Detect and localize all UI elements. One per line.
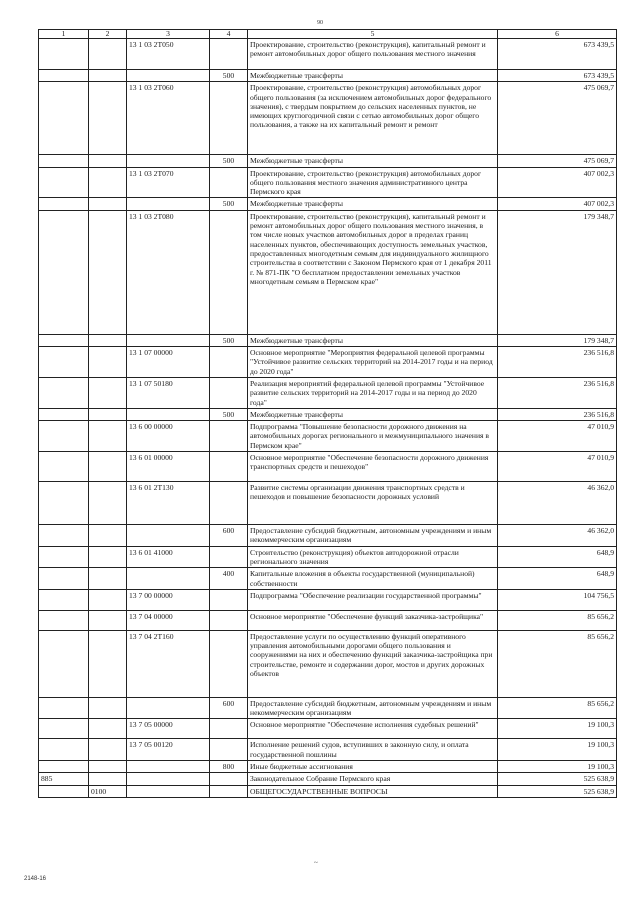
description-cell: Законодательное Собрание Пермского края [248,773,498,785]
subsection-code-cell [89,408,127,420]
subsection-code-cell [89,525,127,547]
header-col-5: 5 [248,30,498,39]
expense-type-cell [210,739,248,761]
table-row [39,70,617,82]
section-code-cell [39,377,89,408]
expense-type-cell: 800 [210,761,248,773]
amount-cell: 525 638,9 [498,785,617,797]
target-article-cell: 13 7 04 00000 [127,610,210,630]
section-code-cell [39,39,89,70]
description-cell: Проектирование, строительство (реконструкция), капитальный ремонт и ремонт автомобильных дорог общего пользования местного значения, в том числе новых участков автомобильных дорог в пределах границ населенных пунктов, обеспечивающих доступность земельных участков, предоставленных многодетным семьям для индивидуального жилищного строительства в соответствии с Законом Пермского края от 1 декабря 2011 г. № 871-ПК "О бесплатном предоставлении земельных участков многодетным семьям в Пермском крае" [248,210,498,334]
section-code-cell [39,82,89,155]
description-cell: ОБЩЕГОСУДАРСТВЕННЫЕ ВОПРОСЫ [248,785,498,797]
amount-cell: 236 516,8 [498,408,617,420]
expense-type-cell [210,630,248,697]
description-cell: Подпрограмма "Повышение безопасности дорожного движения на автомобильных дорогах регионального и межмуниципального значения в Пермском крае" [248,421,498,452]
table-row [39,39,617,70]
expense-type-cell [210,719,248,739]
target-article-cell [127,697,210,719]
subsection-code-cell [89,761,127,773]
section-code-cell [39,739,89,761]
section-code-cell [39,482,89,525]
description-cell: Межбюджетные трансферты [248,70,498,82]
description-cell: Строительство (реконструкция) объектов автодорожной отрасли регионального значения [248,546,498,568]
expense-type-cell: 600 [210,525,248,547]
description-cell: Предоставление услуги по осуществлению функций оперативного управления автомобильными дорогами общего пользования и сооружениями на них и обеспечению функций заказчика-застройщика при строительстве, ремонте и содержании дорог, мостов и других дорожных объектов [248,630,498,697]
table-row [39,568,617,590]
expense-type-cell [210,546,248,568]
expense-type-cell [210,785,248,797]
subsection-code-cell [89,82,127,155]
table-header-row [39,30,617,39]
target-article-cell: 13 1 07 50180 [127,377,210,408]
amount-cell: 47 010,9 [498,421,617,452]
expense-type-cell: 400 [210,568,248,590]
section-code-cell [39,525,89,547]
target-article-cell: 13 6 01 41000 [127,546,210,568]
target-article-cell [127,761,210,773]
table-row [39,421,617,452]
table-row [39,482,617,525]
section-code-cell [39,210,89,334]
section-code-cell [39,421,89,452]
description-cell: Развитие системы организации движения транспортных средств и пешеходов и повышение безопасности дорожных условий [248,482,498,525]
amount-cell: 648,9 [498,546,617,568]
target-article-cell: 13 7 04 2Т160 [127,630,210,697]
table-row [39,739,617,761]
subsection-code-cell [89,568,127,590]
description-cell: Основное мероприятие "Обеспечение исполнения судебных решений" [248,719,498,739]
subsection-code-cell [89,167,127,198]
target-article-cell: 13 1 03 2Т060 [127,82,210,155]
subsection-code-cell [89,155,127,167]
amount-cell: 46 362,0 [498,525,617,547]
amount-cell: 47 010,9 [498,452,617,482]
amount-cell: 85 656,2 [498,630,617,697]
subsection-code-cell [89,39,127,70]
subsection-code-cell: 0100 [89,785,127,797]
amount-cell: 525 638,9 [498,773,617,785]
description-cell: Иные бюджетные ассигнования [248,761,498,773]
table-row [39,610,617,630]
subsection-code-cell [89,610,127,630]
target-article-cell: 13 1 03 2Т050 [127,39,210,70]
amount-cell: 236 516,8 [498,377,617,408]
table-row [39,719,617,739]
target-article-cell [127,70,210,82]
target-article-cell: 13 6 00 00000 [127,421,210,452]
table-row [39,525,617,547]
table-row [39,785,617,797]
expense-type-cell: 500 [210,334,248,346]
section-code-cell [39,167,89,198]
description-cell: Основное мероприятие "Мероприятия федеральной целевой программы "Устойчивое развитие сельских территорий на 2014-2017 годы и на период до 2020 года" [248,347,498,378]
bottom-mark: ~ [314,859,318,867]
expense-type-cell [210,589,248,610]
section-code-cell [39,70,89,82]
table-row [39,377,617,408]
target-article-cell [127,408,210,420]
amount-cell: 85 656,2 [498,697,617,719]
amount-cell: 648,9 [498,568,617,590]
header-col-6: 6 [498,30,617,39]
subsection-code-cell [89,452,127,482]
subsection-code-cell [89,347,127,378]
expense-type-cell: 500 [210,408,248,420]
section-code-cell: 885 [39,773,89,785]
table-row [39,334,617,346]
table-row [39,408,617,420]
subsection-code-cell [89,630,127,697]
target-article-cell: 13 1 07 00000 [127,347,210,378]
table-row [39,773,617,785]
amount-cell: 475 069,7 [498,155,617,167]
expense-type-cell [210,167,248,198]
description-cell: Предоставление субсидий бюджетным, автономным учреждениям и иным некоммерческим организациям [248,525,498,547]
subsection-code-cell [89,739,127,761]
description-cell: Капитальные вложения в объекты государственной (муниципальной) собственности [248,568,498,590]
section-code-cell [39,155,89,167]
subsection-code-cell [89,198,127,210]
target-article-cell [127,785,210,797]
subsection-code-cell [89,482,127,525]
subsection-code-cell [89,70,127,82]
expense-type-cell: 500 [210,198,248,210]
amount-cell: 673 439,5 [498,39,617,70]
target-article-cell [127,773,210,785]
table-row [39,347,617,378]
expense-type-cell [210,773,248,785]
description-cell: Проектирование, строительство (реконструкция), капитальный ремонт и ремонт автомобильных дорог общего пользования местного значения [248,39,498,70]
subsection-code-cell [89,334,127,346]
expense-type-cell [210,377,248,408]
subsection-code-cell [89,719,127,739]
expense-type-cell: 600 [210,697,248,719]
header-col-2: 2 [89,30,127,39]
target-article-cell: 13 7 05 00120 [127,739,210,761]
target-article-cell: 13 6 01 2Т130 [127,482,210,525]
amount-cell: 673 439,5 [498,70,617,82]
description-cell: Основное мероприятие "Обеспечение безопасности дорожного движения транспортных средств и пешеходов" [248,452,498,482]
amount-cell: 236 516,8 [498,347,617,378]
table-row [39,589,617,610]
section-code-cell [39,697,89,719]
section-code-cell [39,334,89,346]
amount-cell: 475 069,7 [498,82,617,155]
table-row [39,155,617,167]
description-cell: Исполнение решений судов, вступивших в законную силу, и оплата государственной пошлины [248,739,498,761]
amount-cell: 407 002,3 [498,167,617,198]
expense-type-cell: 500 [210,155,248,167]
target-article-cell: 13 1 03 2Т070 [127,167,210,198]
table-row [39,167,617,198]
section-code-cell [39,347,89,378]
target-article-cell: 13 7 05 00000 [127,719,210,739]
section-code-cell [39,198,89,210]
description-cell: Основное мероприятие "Обеспечение функций заказчика-застройщика" [248,610,498,630]
subsection-code-cell [89,421,127,452]
section-code-cell [39,546,89,568]
amount-cell: 179 348,7 [498,210,617,334]
amount-cell: 19 100,3 [498,739,617,761]
amount-cell: 179 348,7 [498,334,617,346]
subsection-code-cell [89,773,127,785]
description-cell: Проектирование, строительство (реконструкция) автомобильных дорог общего пользования (за исключением автомобильных дорог федерального значения), с твердым покрытием до сельских населенных пунктов, не имеющих круглогодичной связи с сетью автомобильных дорог общего пользования, а также на их капитальный ремонт и ремонт [248,82,498,155]
expense-type-cell [210,421,248,452]
table-row [39,697,617,719]
section-code-cell [39,408,89,420]
header-col-3: 3 [127,30,210,39]
description-cell: Подпрограмма "Обеспечение реализации государственной программы" [248,589,498,610]
expense-type-cell [210,210,248,334]
section-code-cell [39,452,89,482]
target-article-cell: 13 6 01 00000 [127,452,210,482]
amount-cell: 85 656,2 [498,610,617,630]
table-row [39,546,617,568]
header-col-4: 4 [210,30,248,39]
header-col-1: 1 [39,30,89,39]
table-row [39,452,617,482]
description-cell: Межбюджетные трансферты [248,408,498,420]
expense-type-cell [210,347,248,378]
amount-cell: 46 362,0 [498,482,617,525]
section-code-cell [39,589,89,610]
description-cell: Межбюджетные трансферты [248,334,498,346]
table-row [39,761,617,773]
table-row [39,82,617,155]
footer-code: 2148-16 [24,876,47,882]
table-row [39,630,617,697]
section-code-cell [39,610,89,630]
amount-cell: 407 002,3 [498,198,617,210]
amount-cell: 19 100,3 [498,719,617,739]
table-body [39,39,617,798]
expense-type-cell [210,610,248,630]
subsection-code-cell [89,697,127,719]
page-number: 90 [317,20,323,26]
subsection-code-cell [89,210,127,334]
amount-cell: 19 100,3 [498,761,617,773]
target-article-cell [127,155,210,167]
section-code-cell [39,761,89,773]
amount-cell: 104 756,5 [498,589,617,610]
table-row [39,210,617,334]
description-cell: Проектирование, строительство (реконструкция) автомобильных дорог общего пользования местного значения административного центра Пермского края [248,167,498,198]
subsection-code-cell [89,589,127,610]
subsection-code-cell [89,377,127,408]
section-code-cell [39,719,89,739]
subsection-code-cell [89,546,127,568]
budget-table [38,29,617,798]
description-cell: Межбюджетные трансферты [248,155,498,167]
description-cell: Предоставление субсидий бюджетным, автономным учреждениям и иным некоммерческим организациям [248,697,498,719]
table-row [39,198,617,210]
target-article-cell [127,568,210,590]
description-cell: Реализация мероприятий федеральной целевой программы "Устойчивое развитие сельских территорий на 2014-2017 годы и на период до 2020 года" [248,377,498,408]
target-article-cell [127,334,210,346]
target-article-cell: 13 1 03 2Т080 [127,210,210,334]
section-code-cell [39,568,89,590]
expense-type-cell: 500 [210,70,248,82]
section-code-cell [39,630,89,697]
target-article-cell: 13 7 00 00000 [127,589,210,610]
section-code-cell [39,785,89,797]
description-cell: Межбюджетные трансферты [248,198,498,210]
expense-type-cell [210,452,248,482]
target-article-cell [127,525,210,547]
expense-type-cell [210,82,248,155]
expense-type-cell [210,482,248,525]
expense-type-cell [210,39,248,70]
target-article-cell [127,198,210,210]
